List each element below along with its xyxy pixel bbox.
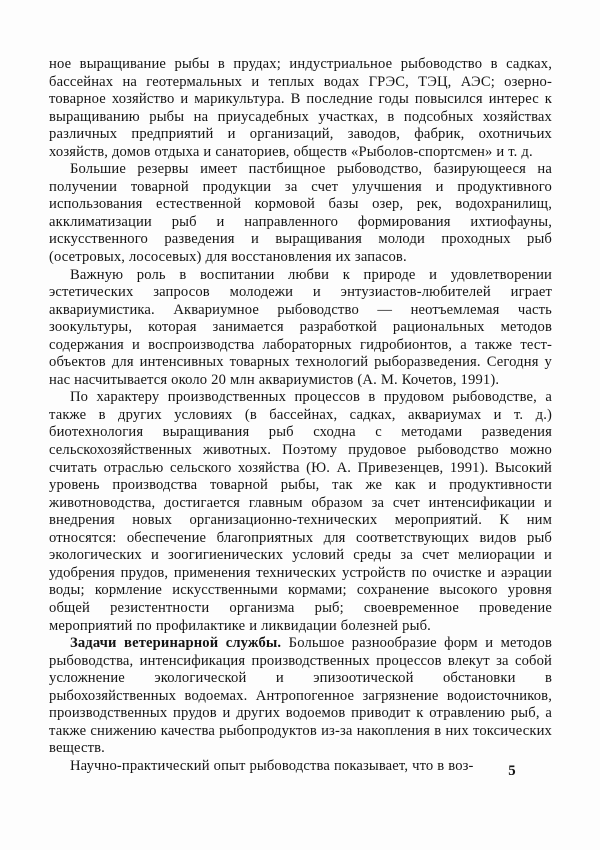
paragraph-production-processes: По характеру производственных процессов в прудовом рыбоводстве, а также в других условиях (в бассейнах, садках, аквариумах и т. д.) биотехнология выращивания рыб сходна с методами разведения сельскохозяйственных животных. Поэтому прудовое рыбоводство можно считать отраслью сельского хозяйства (Ю. А. Привезенцев, 1991). Высокий уровень производства товарной рыбы, так же как и продуктивности животноводства, достигается главным образом за счет интенсификации и внедрения новых организационно-технических мероприятий. К ним относятся: обеспечение благоприятных для соответствующих видов рыб экологических и зоогигиенических условий среды за счет мелиорации и удобрения прудов, применения технических устройств по очистке и аэрации воды; кормление искусственными кормами; сохранение высокого уровня общей резистентности организма рыб; своевременное проведение мероприятий по профилактике и ликвидации болезней рыб. (49, 389, 552, 634)
paragraph-aquaristics: Важную роль в воспитании любви к природе и удовлетворении эстетических запросов молодежи и энтузиастов-любителей играет аквариумистика. Аквариумное рыбоводство — неотъемлемая часть зоокультуры, которая занимается разработкой рациональных методов содержания и воспроизводства лабораторных гидробионтов, а также тест-объектов для интенсивных товарных технологий рыборазведения. Сегодня у нас насчитывается около 20 млн аквариумистов (А. М. Кочетов, 1991). (49, 266, 552, 388)
page-number: 5 (508, 763, 516, 779)
paragraph-pasture-fish-farming: Большие резервы имеет пастбищное рыбоводство, базирующееся на получении товарной продукции за счет улучшения и продуктивного использования естественной кормовой базы озер, рек, водохранилищ, акклиматизации рыб и направленного формирования ихтиофауны, искусственного разведения и выращивания молоди проходных рыб (осетровых, лососевых) для восстановления их запасов. (49, 161, 552, 266)
paragraph-continued: ное выращивание рыбы в прудах; индустриальное рыбоводство в садках, бассейнах на геотермальных и теплых водах ГРЭС, ТЭЦ, АЭС; озерно-товарное хозяйство и марикультура. В последние годы повысился интерес к выращиванию рыбы на приусадебных участках, в подсобных хозяйствах различных предприятий и организаций, заводов, фабрик, охотничьих хозяйств, домов отдыха и санаториев, обществ «Рыболов-спортсмен» и т. д. (49, 56, 552, 160)
paragraph-veterinary-tasks (49, 635, 552, 758)
paragraph-trailing: Научно-практический опыт рыбоводства показывает, что в воз- (70, 757, 474, 774)
page-body-text (49, 56, 552, 775)
paragraph-veterinary-tasks-body: Большое разнообразие форм и методов рыбоводства, интенсификация производственных процессов влекут за собой усложнение экологической и эпизоотической обстановки в рыбохозяйственных водоемах. Антропогенное загрязнение водоисточников, производственных прудов и других водоемов приводит к отравлению рыб, а также снижению качества рыбопродуктов из-за накопления в них токсических веществ. (49, 635, 553, 757)
paragraph-lead-heading: Задачи ветеринарной службы. (70, 635, 282, 652)
